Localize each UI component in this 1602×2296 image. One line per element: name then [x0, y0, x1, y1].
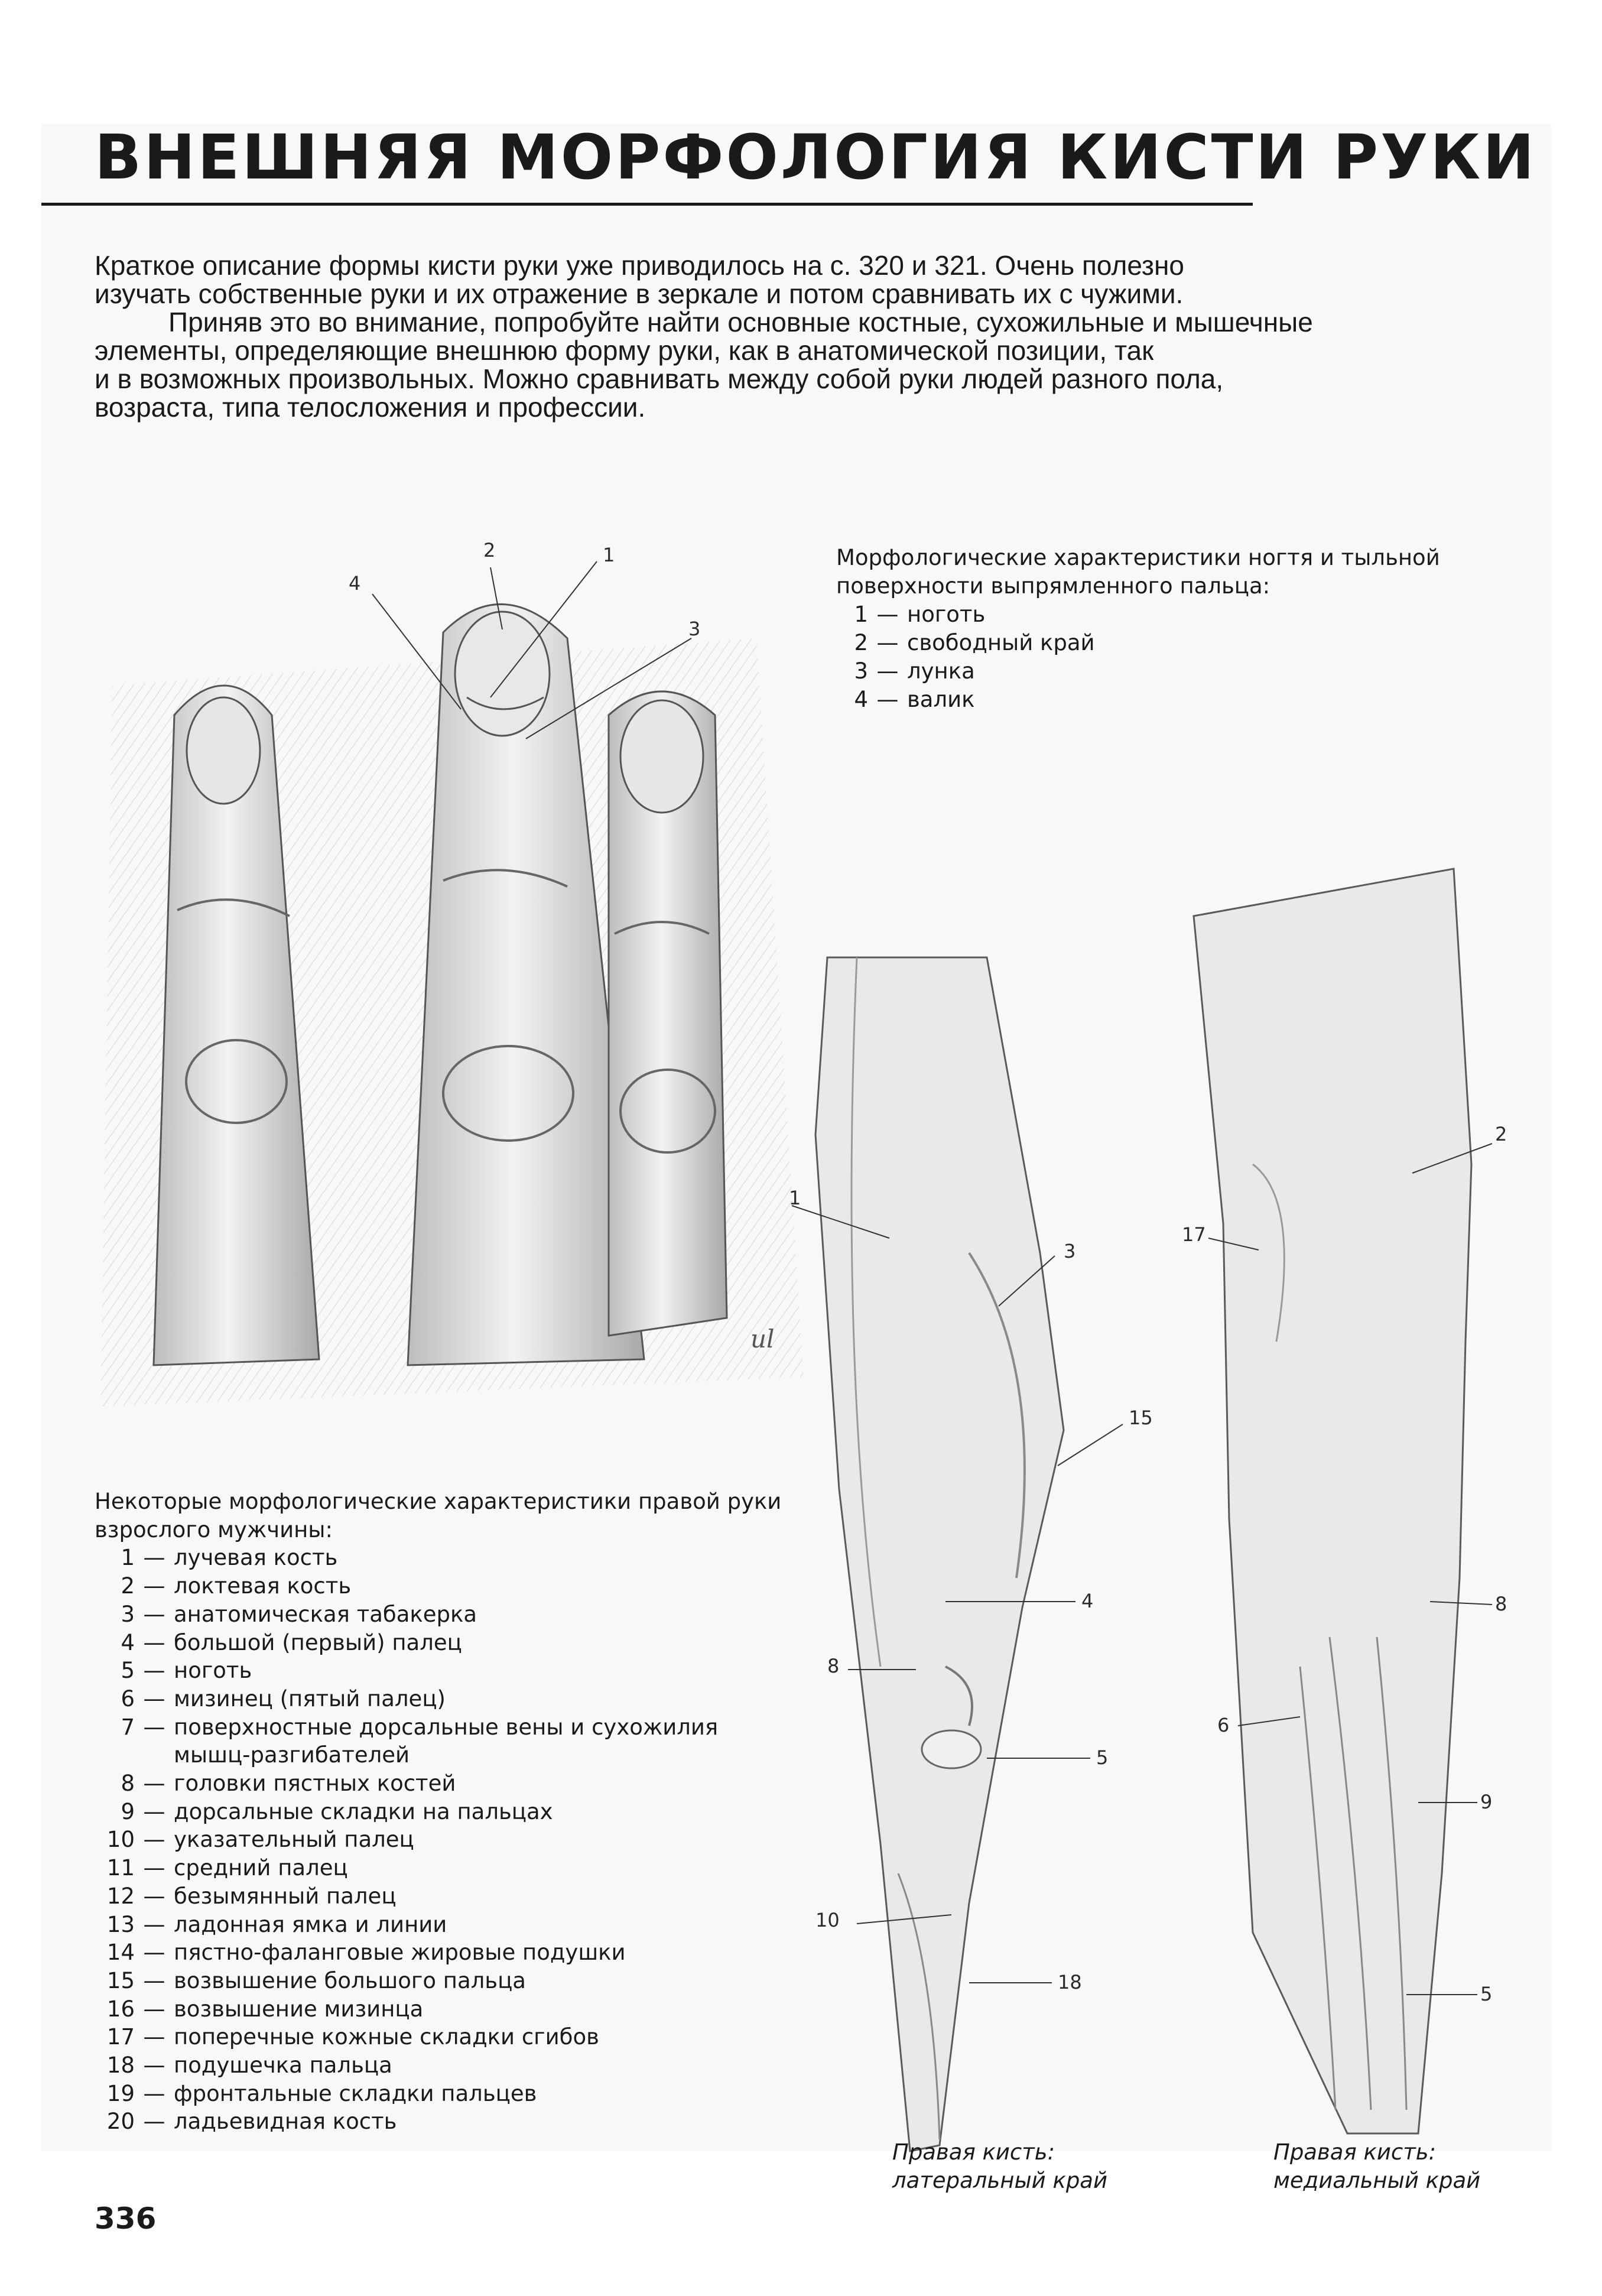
legend-dash: — [143, 1827, 165, 1853]
hand-legend [95, 1488, 781, 2136]
legend-item-continued [95, 1741, 781, 1769]
legend-item [95, 1713, 781, 1742]
medial-hand-drawing [1182, 869, 1548, 2145]
legend-number: 4 [121, 1629, 135, 1655]
legend-text: подушечка пальца [174, 2053, 392, 2079]
legend-dash: — [143, 1798, 165, 1824]
legend-item [95, 2107, 781, 2136]
legend-text: мышц-разгибателей [174, 1742, 410, 1768]
caption-line: медиальный край [1273, 2168, 1481, 2193]
intro-line: Приняв это во внимание, попробуйте найти основные костные, сухожильные и мышечные [168, 307, 1313, 337]
legend-item [95, 1657, 781, 1685]
legend-item [836, 629, 1440, 657]
legend-text: головки пястных костей [174, 1771, 456, 1797]
legend-item [95, 1600, 781, 1629]
legend-text: указательный палец [174, 1827, 414, 1853]
legend-number: 18 [106, 2053, 135, 2079]
legend-item [836, 600, 1440, 629]
caption-line: латеральный край [892, 2168, 1108, 2193]
page-title: ВНЕШНЯЯ МОРФОЛОГИЯ КИСТИ РУКИ [95, 121, 1537, 193]
legend-number: 16 [106, 1996, 135, 2022]
legend-number: 10 [106, 1827, 135, 1853]
legend-dash: — [143, 1629, 165, 1655]
legend-item [95, 1911, 781, 1939]
legend-dash: — [143, 1686, 165, 1712]
legend-text: ладьевидная кость [174, 2109, 397, 2135]
legend-item [95, 1995, 781, 2024]
artist-signature: ul [750, 1324, 775, 1353]
legend-dash: — [143, 1771, 165, 1797]
intro-line: элементы, определяющие внешнюю форму руки, как в анатомической позиции, так [95, 335, 1154, 366]
legend-number: 6 [121, 1686, 135, 1712]
legend-dash: — [143, 1883, 165, 1909]
callout-label: 4 [349, 572, 361, 595]
legend-caption: поверхности выпрямленного пальца: [836, 573, 1270, 599]
legend-number: 11 [106, 1855, 135, 1881]
callout-label: 1 [603, 544, 615, 566]
legend-item [95, 1572, 781, 1600]
legend-text: мизинец (пятый палец) [174, 1686, 446, 1712]
legend-number: 5 [121, 1658, 135, 1684]
legend-number: 12 [106, 1883, 135, 1909]
caption-line: Правая кисть: [1273, 2139, 1437, 2165]
legend-dash: — [143, 1545, 165, 1571]
legend-item [95, 1882, 781, 1911]
legend-item [95, 1544, 781, 1572]
medial-hand-illustration [1182, 869, 1548, 2145]
legend-number: 4 [854, 687, 868, 712]
legend-text: ноготь [907, 602, 986, 627]
legend-dash: — [143, 1714, 165, 1740]
legend-dash: — [143, 1967, 165, 1993]
legend-dash-spacer [135, 1741, 174, 1769]
legend-item [95, 1685, 781, 1713]
legend-text: анатомическая табакерка [174, 1601, 477, 1627]
title-underline [41, 203, 1253, 206]
page-number: 336 [95, 2201, 157, 2236]
callout-label: 8 [827, 1655, 840, 1677]
legend-number: 9 [121, 1798, 135, 1824]
callout-label: 9 [1480, 1791, 1493, 1813]
legend-item [95, 1629, 781, 1657]
legend-text: возвышение мизинца [174, 1996, 424, 2022]
legend-caption: Некоторые морфологические характеристики правой руки [95, 1489, 782, 1514]
legend-item [95, 1967, 781, 1995]
legend-dash: — [143, 2024, 165, 2050]
legend-number: 15 [106, 1967, 135, 1993]
intro-line: Краткое описание формы кисти руки уже приводилось на с. 320 и 321. Очень полезно [95, 250, 1184, 281]
legend-dash: — [143, 1911, 165, 1937]
medial-caption [1273, 2138, 1480, 2195]
callout-label: 17 [1182, 1223, 1206, 1246]
legend-text: возвышение большого пальца [174, 1967, 526, 1993]
legend-text: локтевая кость [174, 1573, 352, 1599]
legend-caption: взрослого мужчины: [95, 1516, 333, 1542]
fingers-illustration [77, 520, 821, 1436]
legend-dash: — [143, 2109, 165, 2135]
legend-number [95, 1741, 135, 1769]
legend-item [836, 657, 1440, 686]
legend-dash: — [143, 1658, 165, 1684]
legend-item [95, 2051, 781, 2080]
legend-number: 17 [106, 2024, 135, 2050]
legend-dash: — [143, 2080, 165, 2106]
intro-text [95, 251, 1477, 421]
callout-label: 3 [1064, 1240, 1076, 1262]
legend-text: поперечные кожные складки сгибов [174, 2024, 599, 2050]
legend-text: средний палец [174, 1855, 348, 1881]
legend-number: 7 [121, 1714, 135, 1740]
legend-text: лучевая кость [174, 1545, 338, 1571]
intro-line: возраста, типа телосложения и профессии. [95, 392, 646, 423]
legend-number: 3 [121, 1601, 135, 1627]
callout-label: 5 [1480, 1983, 1493, 2005]
legend-number: 1 [121, 1545, 135, 1571]
legend-dash: — [876, 658, 899, 684]
callout-label: 4 [1081, 1590, 1094, 1612]
callout-label: 2 [1495, 1123, 1507, 1145]
callout-label: 1 [789, 1187, 801, 1209]
lateral-hand-illustration [789, 957, 1158, 2163]
legend-text: свободный край [907, 630, 1095, 655]
legend-list [95, 1544, 781, 2136]
legend-number: 19 [106, 2080, 135, 2106]
legend-item [95, 1854, 781, 1882]
legend-item [836, 686, 1440, 714]
lateral-caption [892, 2138, 1107, 2195]
legend-dash: — [876, 687, 899, 712]
legend-text: лунка [907, 658, 975, 684]
legend-text: дорсальные складки на пальцах [174, 1798, 553, 1824]
legend-item [95, 1826, 781, 1854]
legend-number: 2 [854, 630, 868, 655]
legend-text: валик [907, 687, 975, 712]
legend-dash: — [876, 602, 899, 627]
legend-item [95, 1798, 781, 1826]
fingers-drawing [77, 520, 821, 1436]
callout-label: 8 [1495, 1593, 1507, 1615]
legend-number: 13 [106, 1911, 135, 1937]
legend-number: 3 [854, 658, 868, 684]
legend-text: ладонная ямка и линии [174, 1911, 447, 1937]
legend-text: пястно-фаланговые жировые подушки [174, 1940, 626, 1966]
legend-dash: — [143, 1996, 165, 2022]
callout-label: 3 [688, 618, 701, 640]
callout-label: 5 [1096, 1746, 1109, 1769]
legend-dash: — [143, 1855, 165, 1881]
legend-item [95, 1938, 781, 1967]
legend-text: безымянный палец [174, 1883, 397, 1909]
legend-number: 8 [121, 1771, 135, 1797]
callout-label: 10 [815, 1909, 840, 1931]
callout-label: 18 [1058, 1971, 1082, 1993]
lateral-hand-drawing [789, 957, 1158, 2163]
caption-line: Правая кисть: [892, 2139, 1055, 2165]
legend-text: поверхностные дорсальные вены и сухожилия [174, 1714, 719, 1740]
legend-number: 14 [106, 1940, 135, 1966]
callout-label: 15 [1129, 1407, 1153, 1429]
legend-text: ноготь [174, 1658, 252, 1684]
legend-number: 20 [106, 2109, 135, 2135]
legend-dash: — [143, 2053, 165, 2079]
legend-caption: Морфологические характеристики ногтя и тыльной [836, 545, 1440, 570]
legend-dash: — [143, 1940, 165, 1966]
legend-text: фронтальные складки пальцев [174, 2080, 537, 2106]
legend-item [95, 2080, 781, 2108]
legend-dash: — [876, 630, 899, 655]
legend-dash: — [143, 1573, 165, 1599]
legend-text: большой (первый) палец [174, 1629, 462, 1655]
callout-label: 6 [1217, 1714, 1230, 1736]
legend-item [95, 1769, 781, 1798]
legend-number: 1 [854, 602, 868, 627]
legend-list [836, 600, 1440, 714]
intro-line: и в возможных произвольных. Можно сравнивать между собой руки людей разного пола, [95, 363, 1224, 394]
intro-line: изучать собственные руки и их отражение в зеркале и потом сравнивать их с чужими. [95, 278, 1184, 309]
nail-legend [836, 544, 1440, 714]
legend-item [95, 2023, 781, 2051]
callout-label: 2 [483, 539, 496, 561]
legend-number: 2 [121, 1573, 135, 1599]
legend-dash: — [143, 1601, 165, 1627]
